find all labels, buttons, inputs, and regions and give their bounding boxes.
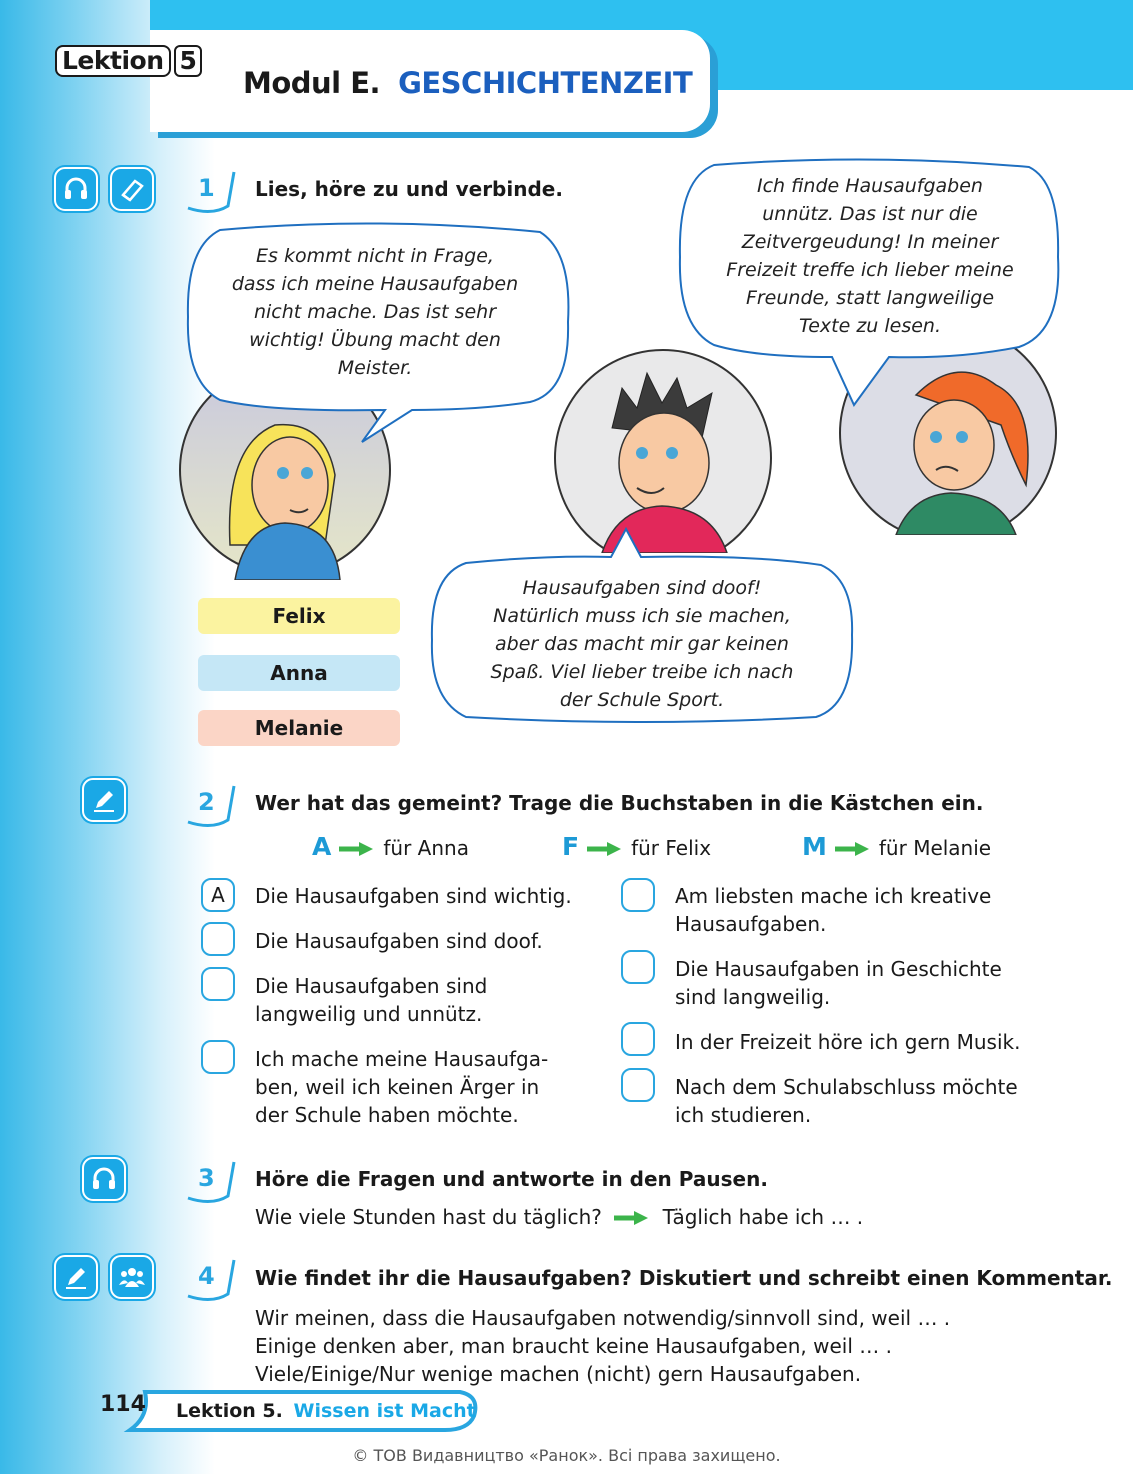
speech-bubble-right-text: Ich finde Hausaufgaben unnütz. Das ist nur die Zeitvergeudung! In meiner Freizeit treffe ich lieber meine Freunde, statt langweilige Texte zu lesen. xyxy=(726,175,1014,337)
arrow-icon xyxy=(614,1205,650,1233)
task4-line: Wir meinen, dass die Hausaufgaben notwendig/sinnvoll sind, weil … . xyxy=(255,1306,951,1330)
legend-felix: F für Felix xyxy=(562,832,712,861)
headphones-icon xyxy=(54,167,98,211)
answer-box[interactable] xyxy=(621,1068,655,1102)
legend-melanie: M für Melanie xyxy=(802,832,992,861)
statement-text: Ich mache meine Hausaufga- ben, weil ich keinen Ärger in der Schule haben möchte. xyxy=(255,1047,549,1127)
answer-box[interactable] xyxy=(201,1040,235,1074)
page-title xyxy=(243,66,692,100)
arrow-icon xyxy=(835,838,871,862)
footer-lektion-label: Lektion 5. xyxy=(176,1400,283,1422)
task3-example xyxy=(255,1203,863,1233)
statement-text: Am liebsten mache ich kreative Hausaufgaben. xyxy=(675,884,992,936)
task2-title: Wer hat das gemeint? Trage die Buchstaben in die Kästchen ein. xyxy=(255,791,984,815)
task-number-3: 3 xyxy=(184,1158,224,1206)
statement-text: Die Hausaufgaben sind doof. xyxy=(255,929,543,953)
name-tag-label: Melanie xyxy=(254,716,344,740)
footer-lektion-title: Wissen ist Macht xyxy=(293,1400,476,1422)
name-tag-label: Felix xyxy=(272,604,326,628)
task-number-1: 1 xyxy=(184,168,224,216)
answer-box[interactable] xyxy=(621,950,655,984)
name-tag-anna[interactable] xyxy=(198,655,400,691)
legend-anna: A für Anna xyxy=(312,832,469,861)
lektion-badge xyxy=(55,45,202,77)
answer-box[interactable] xyxy=(201,967,235,1001)
task3-question: Wie viele Stunden hast du täglich? xyxy=(255,1205,602,1229)
task4-line: Einige denken aber, man braucht keine Hausaufgaben, weil … . xyxy=(255,1334,892,1358)
task4-line: Viele/Einige/Nur wenige machen (nicht) gern Hausaufgaben. xyxy=(255,1362,862,1386)
answer-box[interactable] xyxy=(621,1022,655,1056)
answer-box[interactable] xyxy=(201,922,235,956)
speech-bubble-middle-text: Hausaufgaben sind doof! Natürlich muss ich sie machen, aber das macht mir gar keinen Spaß. Viel lieber treibe ich nach der Schule Sport. xyxy=(490,577,794,711)
task3-answer: Täglich habe ich … . xyxy=(662,1205,864,1229)
copyright-notice: © ТОВ Видавництво «Ранок». Всі права захищено. xyxy=(352,1446,781,1465)
lektion-badge-word: Lektion xyxy=(55,45,171,77)
speech-bubble-left-text: Es kommt nicht in Frage, dass ich meine Hausaufgaben nicht mache. Das ist sehr wichtig! Übung macht den Meister. xyxy=(231,245,519,379)
lektion-badge-number: 5 xyxy=(174,45,203,77)
top-blue-band-corner xyxy=(150,0,250,30)
statement-text: Die Hausaufgaben in Geschichte sind langweilig. xyxy=(675,957,1002,1009)
task4-title: Wie findet ihr die Hausaufgaben? Diskutiert und schreibt einen Kommentar. xyxy=(255,1266,1113,1290)
arrow-icon xyxy=(339,838,375,862)
page-number: 114 xyxy=(100,1392,146,1417)
name-tag-label: Anna xyxy=(270,661,328,685)
pencil-icon xyxy=(54,1255,98,1299)
name-tag-felix[interactable] xyxy=(198,598,400,634)
statement-text: Die Hausaufgaben sind wichtig. xyxy=(255,884,572,908)
statement-text: Die Hausaufgaben sind langweilig und unnütz. xyxy=(255,974,488,1026)
statement-text: Nach dem Schulabschluss möchte ich studieren. xyxy=(675,1075,1018,1127)
task-number-4: 4 xyxy=(184,1256,224,1304)
statement-text: In der Freizeit höre ich gern Musik. xyxy=(675,1030,1021,1054)
task-number-2: 2 xyxy=(184,782,224,830)
answer-box[interactable] xyxy=(621,878,655,912)
task3-title: Höre die Fragen und antworte in den Pausen. xyxy=(255,1167,768,1191)
footer-lektion xyxy=(176,1400,476,1422)
answer-box[interactable]: A xyxy=(201,878,235,912)
group-icon xyxy=(110,1255,154,1299)
task1-title: Lies, höre zu und verbinde. xyxy=(255,177,563,201)
modul-subtitle: GESCHICHTENZEIT xyxy=(398,66,693,100)
modul-label: Modul E. xyxy=(243,66,381,100)
headphones-icon xyxy=(82,1157,126,1201)
pencil-icon xyxy=(82,778,126,822)
name-tag-melanie[interactable] xyxy=(198,710,400,746)
arrow-icon xyxy=(587,838,623,862)
book-icon xyxy=(110,167,154,211)
